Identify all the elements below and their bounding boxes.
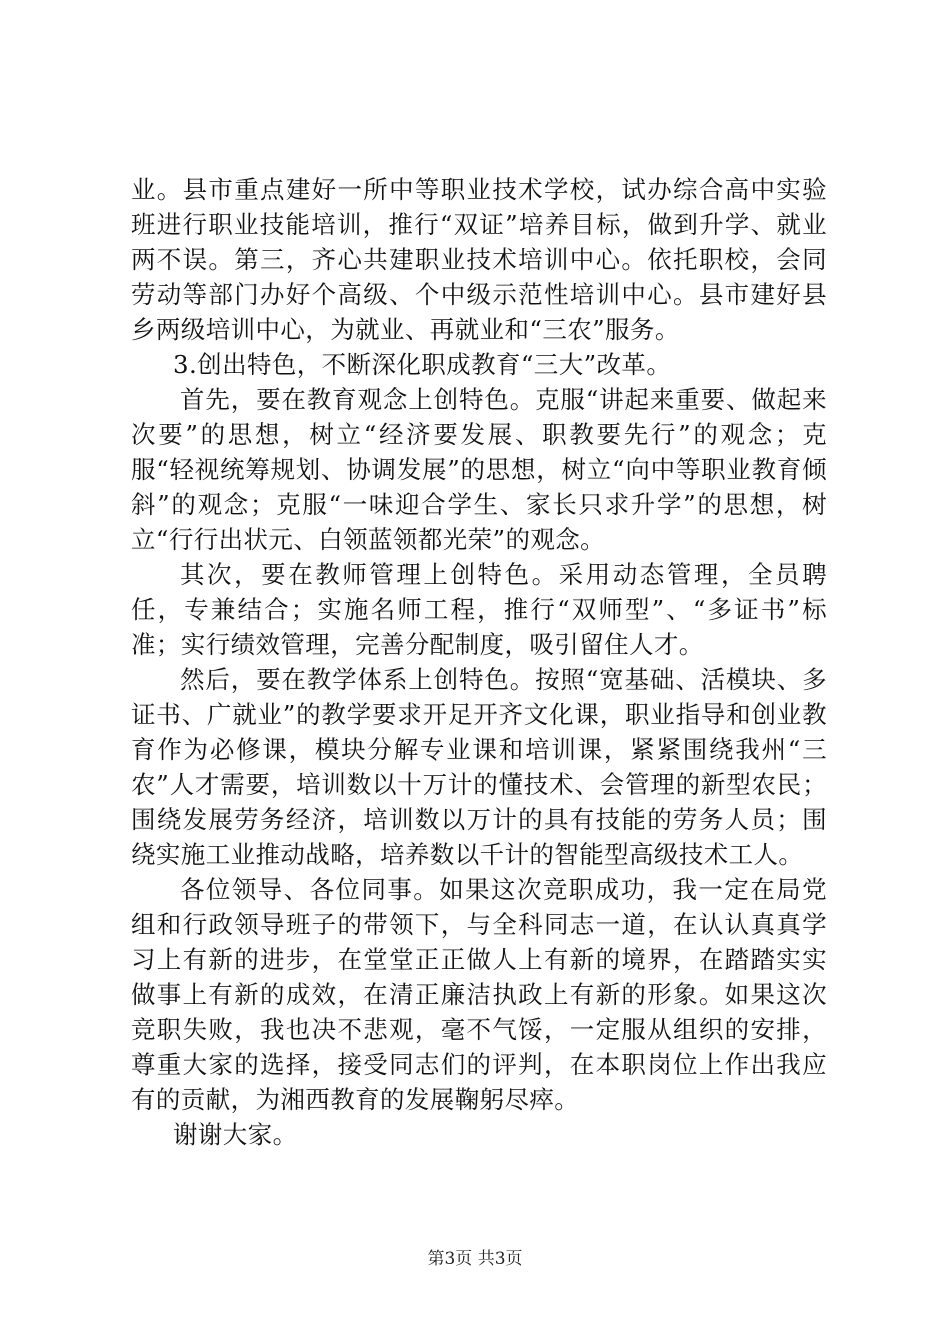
paragraph-education-concept: 首先，要在教育观念上创特色。克服“讲起来重要、做起来次要”的思想，树立“经济要发展、职教要先行”的观念；克服“轻视统筹规划、协调发展”的思想，树立“向中等职业教育倾斜”的观念；克服“一味迎合学生、家长只求升学”的思想，树立“行行出状元、白领蓝领都光荣”的观念。 (131, 385, 827, 554)
document-body (131, 172, 827, 1152)
page-footer: 第3页 共3页 (427, 1249, 523, 1269)
paragraph-teaching-system: 然后，要在教学体系上创特色。按照“宽基础、活模块、多证书、广就业”的教学要求开足开齐文化课，职业指导和创业教育作为必修课，模块分解专业课和培训课，紧紧围绕我州“三农”人才需要，培训数以十万计的懂技术、会管理的新型农民；围绕发展劳务经济，培训数以万计的具有技能的劳务人员；围绕实施工业推动战略，培养数以千计的智能型高级技术工人。 (131, 665, 827, 869)
paragraph-heading-3: 3.创出特色，不断深化职成教育“三大”改革。 (173, 350, 672, 379)
paragraph-continuation: 业。县市重点建好一所中等职业技术学校，试办综合高中实验班进行职业技能培训，推行“双证”培养目标，做到升学、就业两不误。第三，齐心共建职业技术培训中心。依托职校，会同劳动等部门办好个高级、个中级示范性培训中心。县市建好县乡两级培训中心，为就业、再就业和“三农”服务。 (131, 175, 827, 344)
paragraph-closing-statement: 各位领导、各位同事。如果这次竞职成功，我一定在局党组和行政领导班子的带领下，与全科同志一道，在认认真真学习上有新的进步，在堂堂正正做人上有新的境界，在踏踏实实做事上有新的成效，在清正廉洁执政上有新的形象。如果这次竞职失败，我也决不悲观，毫不气馁，一定服从组织的安排，尊重大家的选择，接受同志们的评判，在本职岗位上作出我应有的贡献，为湘西教育的发展鞠躬尽瘁。 (131, 875, 827, 1114)
paragraph-thanks: 谢谢大家。 (173, 1120, 298, 1149)
paragraph-teacher-management: 其次，要在教师管理上创特色。采用动态管理，全员聘任，专兼结合；实施名师工程，推行“双师型”、“多证书”标准；实行绩效管理，完善分配制度，吸引留住人才。 (131, 560, 827, 659)
